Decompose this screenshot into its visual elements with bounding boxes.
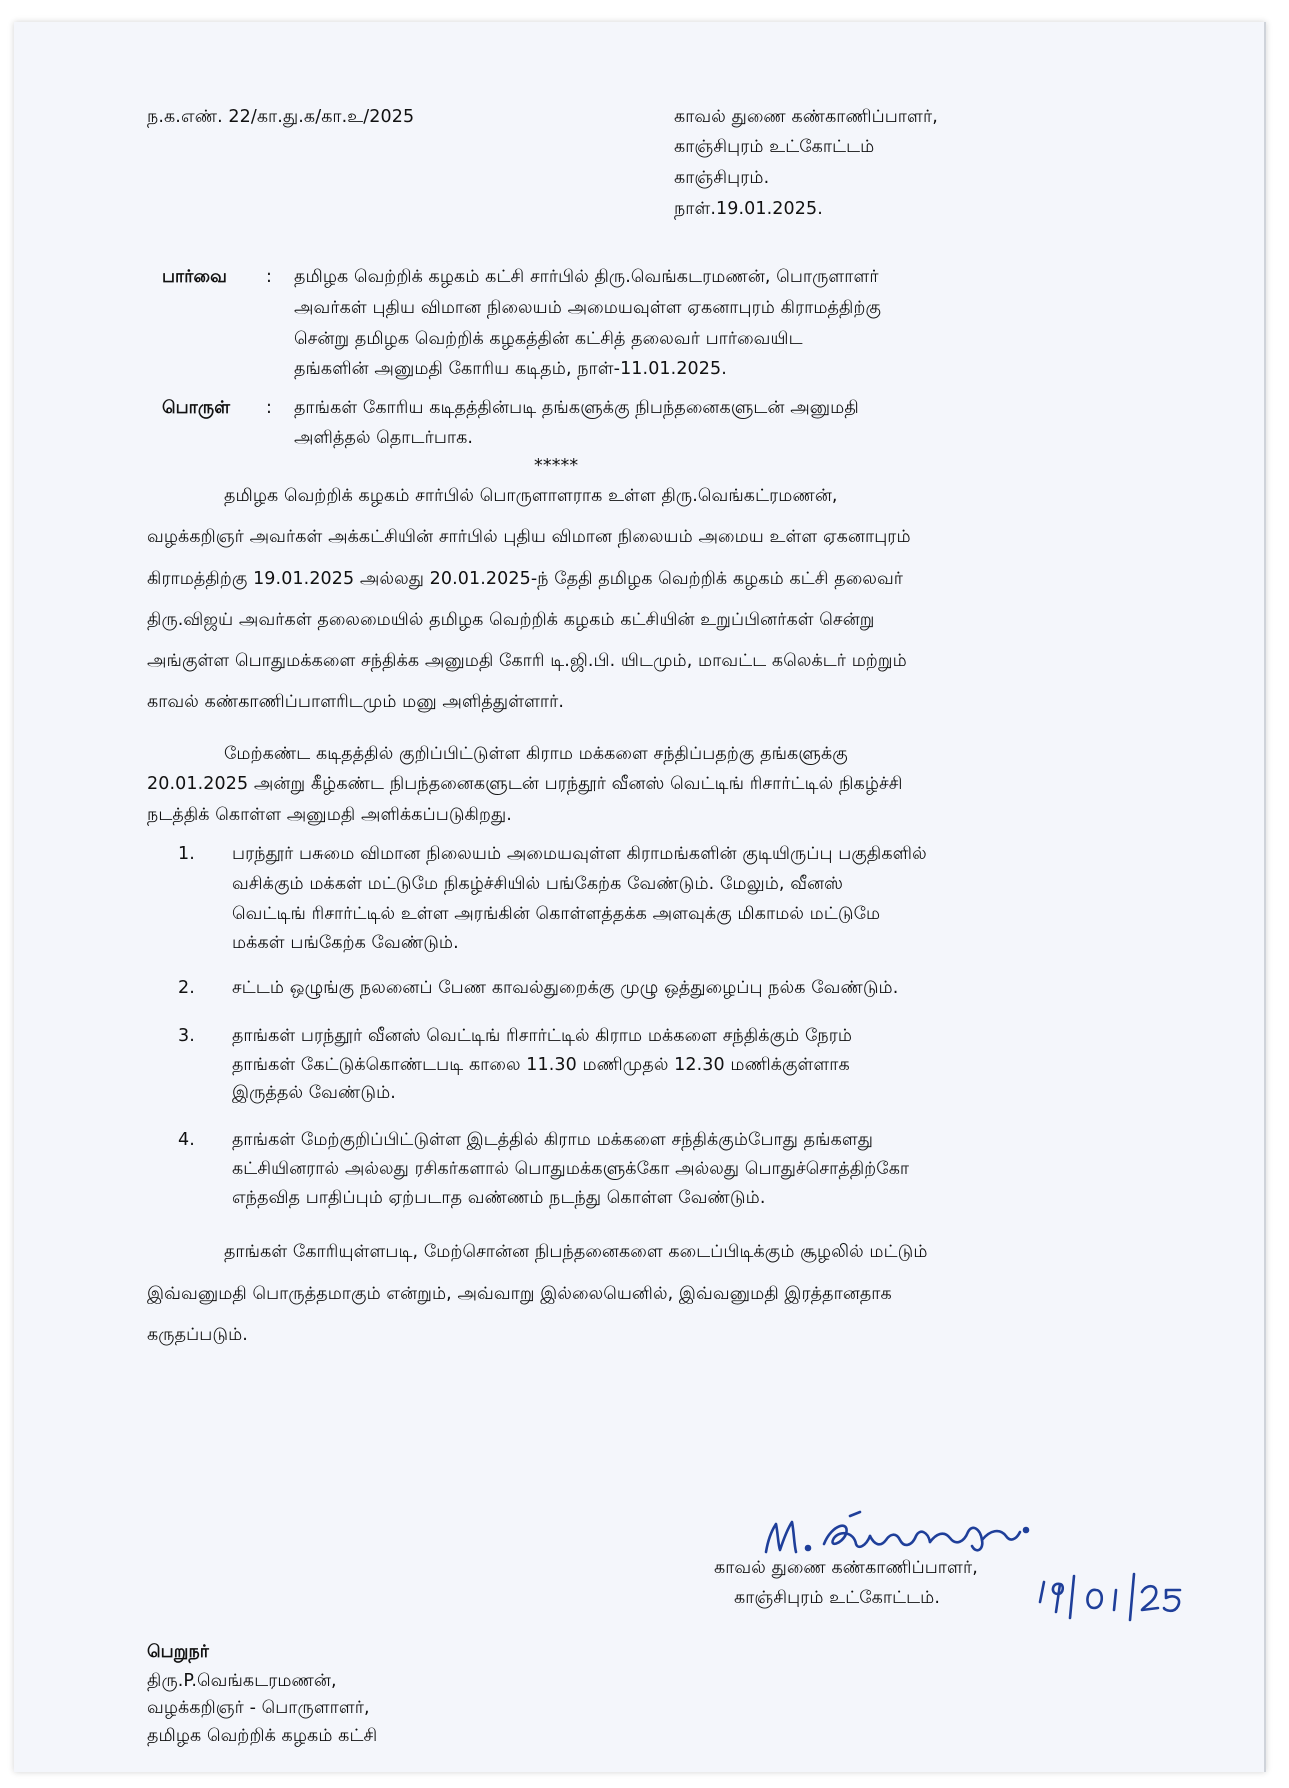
condition-number: 4. [178,1130,195,1150]
condition-1-line-3: வெட்டிங் ரிசார்ட்டில் உள்ள அரங்கின் கொள்ளத்தக்க அளவுக்கு மிகாமல் மட்டுமே [232,904,881,924]
subject-label: பொருள் [162,398,231,418]
reference-line-4: தங்களின் அனுமதி கோரிய கடிதம், நாள்-11.01.2025. [294,359,727,379]
reference-number: ந.க.எண். 22/கா.து.க/கா.உ/2025 [147,107,415,127]
paragraph1-line-1: தமிழக வெற்றிக் கழகம் சார்பில் பொருளாளராக உள்ள திரு.வெங்கட்ரமணன், [224,486,838,506]
reference-colon: : [266,267,272,287]
paragraph2-line-1: மேற்கண்ட கடிதத்தில் குறிப்பிட்டுள்ள கிராம மக்களை சந்திப்பதற்கு தங்களுக்கு [224,744,848,764]
paragraph3-line-3: கருதப்படும். [147,1325,248,1345]
condition-number: 2. [178,978,195,998]
condition-3-line-1: தாங்கள் பரந்தூர் வீனஸ் வெட்டிங் ரிசார்ட்டில் கிராம மக்களை சந்திக்கும் நேரம் [232,1026,853,1046]
condition-4-line-2: கட்சியினரால் அல்லது ரசிகர்களால் பொதுமக்களுக்கோ அல்லது பொதுச்சொத்திற்கோ [232,1159,910,1179]
office-place: காஞ்சிபுரம். [674,168,770,188]
reference-label: பார்வை [162,267,227,287]
paragraph3-line-2: இவ்வனுமதி பொருத்தமாகும் என்றும், அவ்வாறு இல்லையெனில், இவ்வனுமதி இரத்தானதாக [147,1284,892,1304]
paragraph1-line-5: அங்குள்ள பொதுமக்களை சந்திக்க அனுமதி கோரி டி.ஜி.பி. யிடமும், மாவட்ட கலெக்டர் மற்றும் [147,651,907,671]
document-page [14,22,1266,1772]
subject-line-1: தாங்கள் கோரிய கடிதத்தின்படி தங்களுக்கு நிபந்தனைகளுடன் அனுமதி [294,398,859,418]
condition-1-line-4: மக்கள் பங்கேற்க வேண்டும். [232,933,459,953]
paragraph2-line-3: நடத்திக் கொள்ள அனுமதி அளிக்கப்படுகிறது. [147,805,512,825]
paragraph1-line-2: வழக்கறிஞர் அவர்கள் அக்கட்சியின் சார்பில் புதிய விமான நிலையம் அமைய உள்ள ஏகனாபுரம் [147,527,911,547]
reference-line-3: சென்று தமிழக வெற்றிக் கழகத்தின் கட்சித் தலைவர் பார்வையிட [294,329,803,349]
subject-line-2: அளித்தல் தொடர்பாக. [294,428,474,448]
condition-1-line-1: பரந்தூர் பசுமை விமான நிலையம் அமையவுள்ள கிராமங்களின் குடியிருப்பு பகுதிகளில் [232,844,927,864]
separator-stars: ***** [534,456,579,476]
paragraph2-line-2: 20.01.2025 அன்று கீழ்கண்ட நிபந்தனைகளுடன் பரந்தூர் வீனஸ் வெட்டிங் ரிசார்ட்டில் நிகழ்ச்சி [147,774,903,794]
condition-number: 1. [178,844,195,864]
letter-date: நாள்.19.01.2025. [674,199,823,219]
condition-4-line-3: எந்தவித பாதிப்பும் ஏற்படாத வண்ணம் நடந்து கொள்ள வேண்டும். [232,1188,766,1208]
reference-line-2: அவர்கள் புதிய விமான நிலையம் அமையவுள்ள ஏகனாபுரம் கிராமத்திற்கு [294,298,882,318]
condition-3-line-3: இருத்தல் வேண்டும். [232,1083,396,1103]
signatory-office: காஞ்சிபுரம் உட்கோட்டம். [734,1588,941,1608]
reference-line-text: தமிழக வெற்றிக் கழகம் கட்சி சார்பில் திரு.வெங்கடரமணன், பொருளாளர் [294,267,879,287]
recipient-line-2: வழக்கறிஞர் - பொருளாளர், [147,1698,370,1718]
paragraph3-line-1: தாங்கள் கோரியுள்ளபடி, மேற்சொன்ன நிபந்தனைகளை கடைப்பிடிக்கும் சூழலில் மட்டும் [224,1242,928,1262]
recipient-label: பெறுநர் [147,1642,210,1662]
condition-number: 3. [178,1026,195,1046]
subject-colon: : [266,398,272,418]
condition-3-line-2: தாங்கள் கேட்டுக்கொண்டபடி காலை 11.30 மணிமுதல் 12.30 மணிக்குள்ளாக [232,1055,850,1075]
paragraph1-line-4: திரு.விஜய் அவர்கள் தலைமையில் தமிழக வெற்றிக் கழகம் கட்சியின் உறுப்பினர்கள் சென்று [147,610,875,630]
paragraph1-line-6: காவல் கண்காணிப்பாளரிடமும் மனு அளித்துள்ளார். [147,692,565,712]
paragraph1-line-3: கிராமத்திற்கு 19.01.2025 அல்லது 20.01.2025-ந் தேதி தமிழக வெற்றிக் கழகம் கட்சி தலைவர் [147,569,904,589]
condition-1-line-2: வசிக்கும் மக்கள் மட்டுமே நிகழ்ச்சியில் பங்கேற்க வேண்டும். மேலும், வீனஸ் [232,874,844,894]
reference-line-1 [294,269,954,287]
recipient-line-1: திரு.P.வெங்கடரமணன், [147,1671,337,1691]
recipient-line-3: தமிழக வெற்றிக் கழகம் கட்சி [147,1726,378,1746]
signatory-designation: காவல் துணை கண்காணிப்பாளர், [714,1558,978,1578]
office-subdivision: காஞ்சிபுரம் உட்கோட்டம் [674,137,875,157]
condition-4-line-1: தாங்கள் மேற்குறிப்பிட்டுள்ள இடத்தில் கிராம மக்களை சந்திக்கும்போது தங்களது [232,1130,874,1150]
office-title: காவல் துணை கண்காணிப்பாளர், [674,107,938,127]
condition-2-line-1: சட்டம் ஒழுங்கு நலனைப் பேண காவல்துறைக்கு முழு ஒத்துழைப்பு நல்க வேண்டும். [232,978,899,998]
